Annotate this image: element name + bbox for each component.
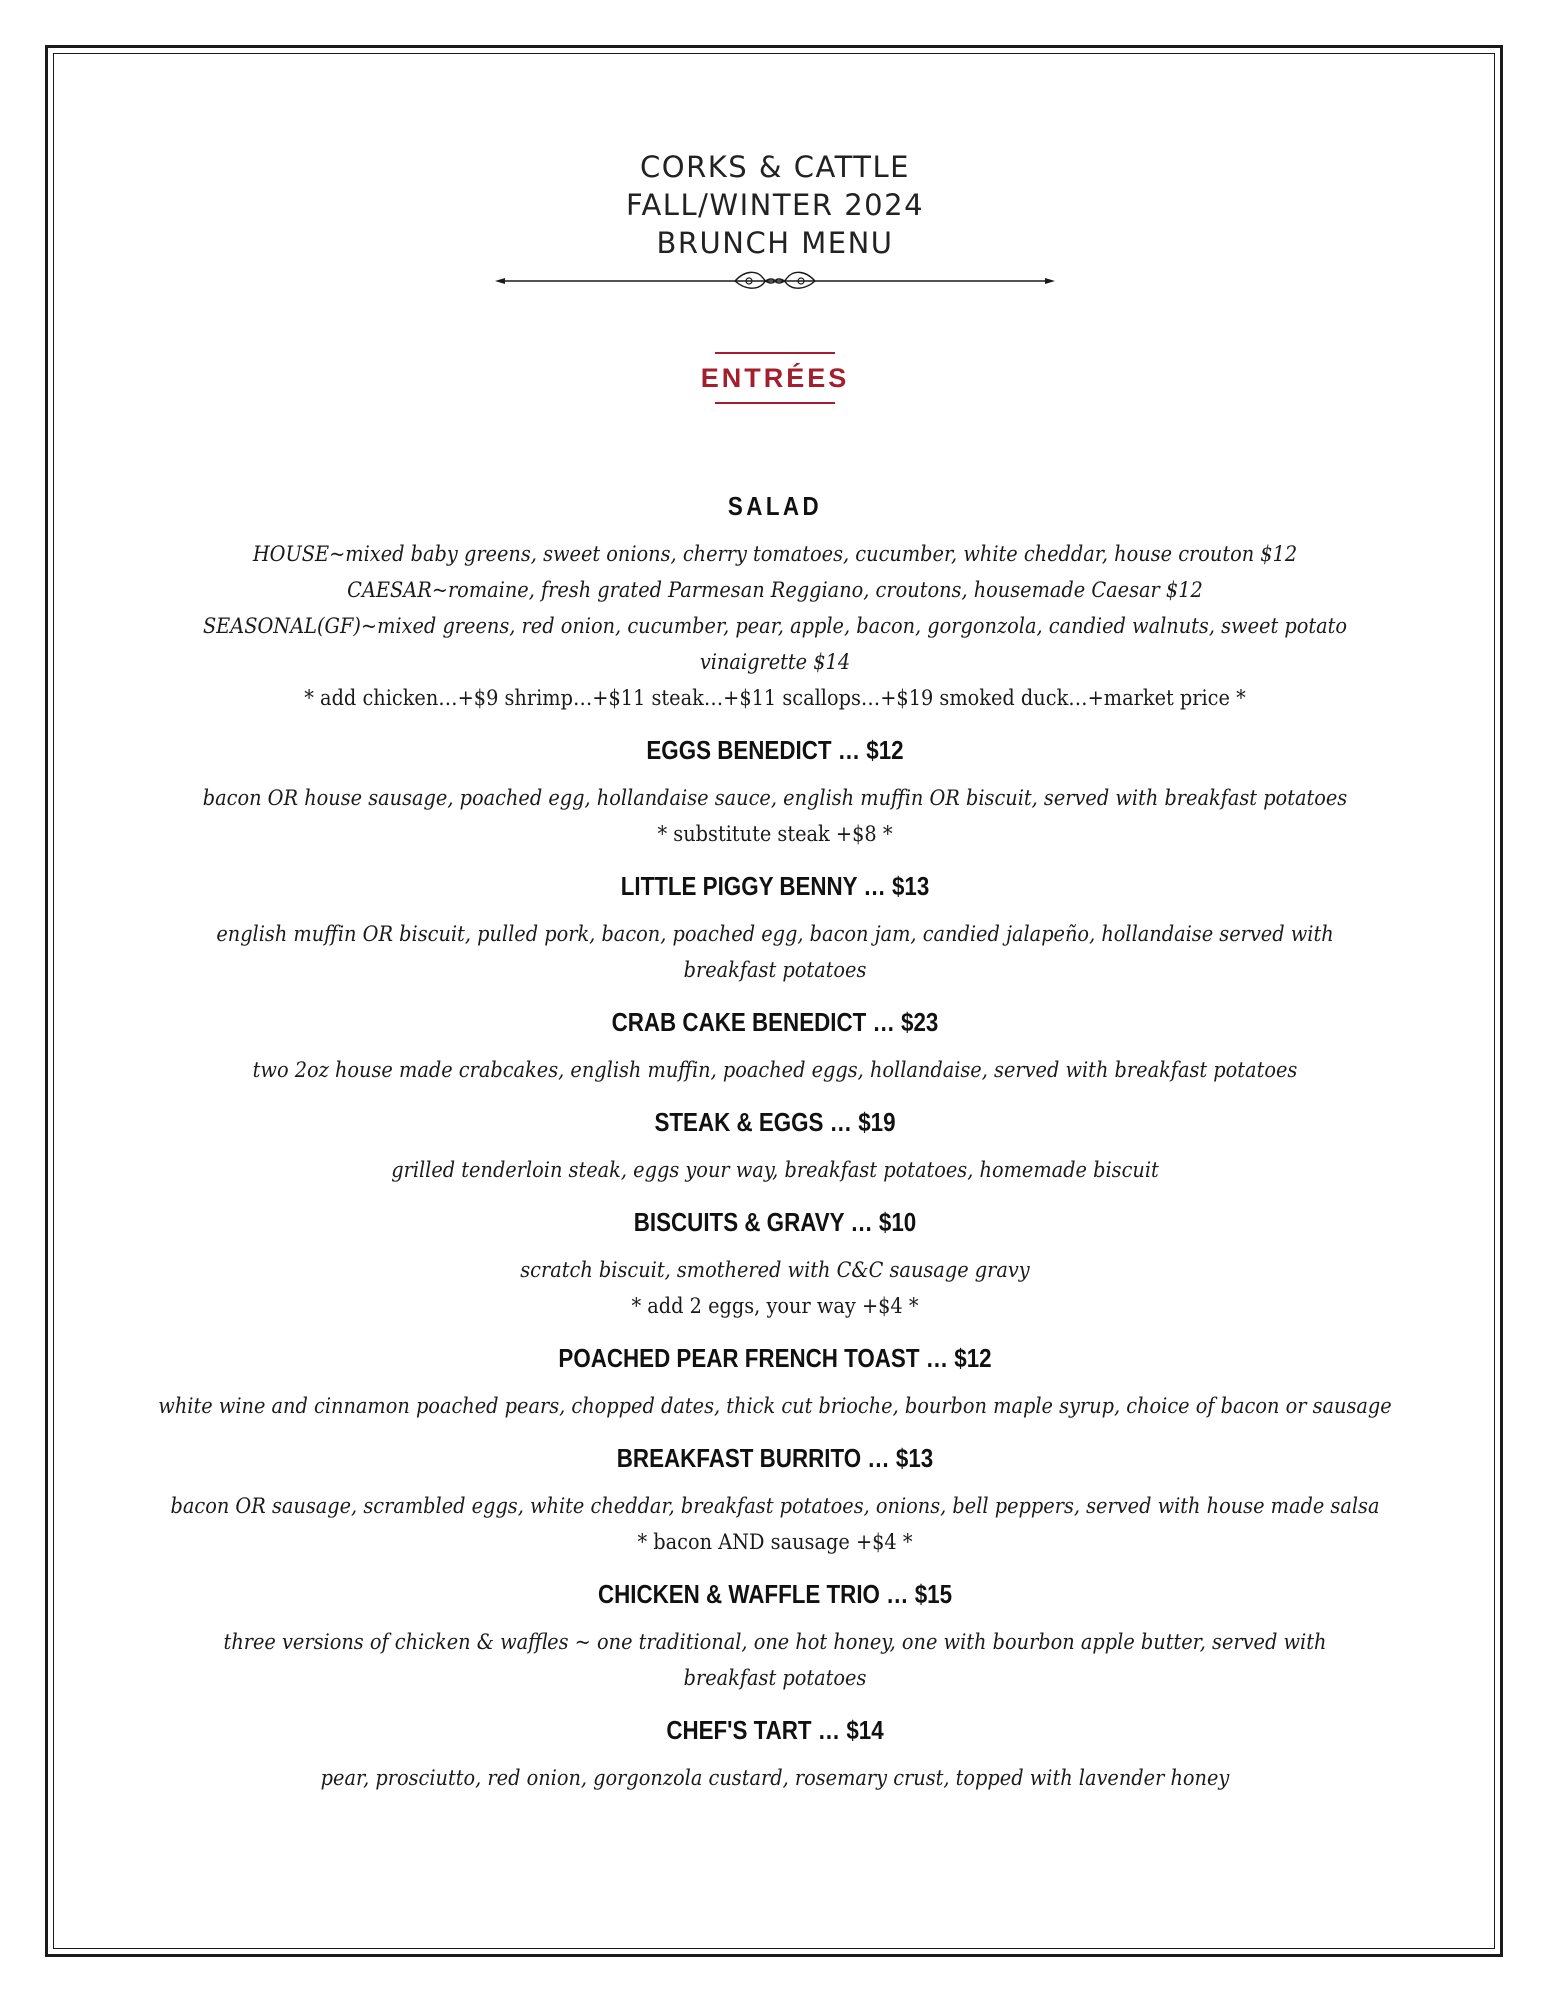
item-title: POACHED PEAR FRENCH TOAST … $12 [558, 1343, 992, 1373]
menu-header [60, 148, 1490, 262]
menu-item [60, 1006, 1490, 1088]
menu-item [60, 1342, 1490, 1424]
item-description: two 2oz house made crabcakes, english muffin, poached eggs, hollandaise, served with breakfast potatoes [252, 1058, 1298, 1082]
menu-items [60, 490, 1490, 1814]
menu-item [60, 1714, 1490, 1796]
item-addon: * bacon AND sausage +$4 * [637, 1530, 913, 1554]
menu-item [60, 1106, 1490, 1188]
season-title: FALL/WINTER 2024 [625, 188, 925, 222]
item-title: BREAKFAST BURRITO … $13 [616, 1443, 934, 1473]
item-description: three versions of chicken & waffles ~ one traditional, one hot honey, one with bourbon apple butter, served with breakfast potatoes [223, 1630, 1327, 1690]
item-description: pear, prosciutto, red onion, gorgonzola custard, rosemary crust, topped with lavender honey [320, 1766, 1230, 1790]
item-title: CHEF'S TART … $14 [666, 1715, 884, 1745]
salad-seasonal: SEASONAL(GF)~mixed greens, red onion, cucumber, pear, apple, bacon, gorgonzola, candied walnuts, sweet potato vinaigrette $14 [202, 614, 1348, 674]
item-title: STEAK & EGGS … $19 [654, 1107, 896, 1137]
menu-item [60, 1578, 1490, 1696]
salad-addons: * add chicken…+$9 shrimp…+$11 steak…+$11 scallops…+$19 smoked duck…+market price * [304, 686, 1246, 710]
item-title: CHICKEN & WAFFLE TRIO … $15 [597, 1579, 953, 1609]
section-heading-entrees [60, 352, 1490, 404]
menu-item [60, 870, 1490, 988]
item-title: BISCUITS & GRAVY … $10 [633, 1207, 917, 1237]
section-label: ENTRÉES [700, 363, 850, 393]
ornamental-divider-icon [495, 266, 1055, 296]
salad-house: HOUSE~mixed baby greens, sweet onions, cherry tomatoes, cucumber, white cheddar, house crouton $12 [252, 542, 1298, 566]
menu-item [60, 1206, 1490, 1324]
item-description: bacon OR house sausage, poached egg, hollandaise sauce, english muffin OR biscuit, served with breakfast potatoes [202, 786, 1348, 810]
item-description: white wine and cinnamon poached pears, chopped dates, thick cut brioche, bourbon maple syrup, choice of bacon or sausage [158, 1394, 1392, 1418]
menu-item [60, 734, 1490, 852]
menu-item-salad [60, 490, 1490, 716]
item-description: scratch biscuit, smothered with C&C sausage gravy [520, 1258, 1030, 1282]
item-addon: * substitute steak +$8 * [657, 822, 893, 846]
item-title: CRAB CAKE BENEDICT … $23 [611, 1007, 939, 1037]
item-addon: * add 2 eggs, your way +$4 * [631, 1294, 919, 1318]
section-rule-top [715, 352, 835, 354]
item-title: LITTLE PIGGY BENNY … $13 [620, 871, 930, 901]
item-description: grilled tenderloin steak, eggs your way, breakfast potatoes, homemade biscuit [391, 1158, 1159, 1182]
menu-title: BRUNCH MENU [656, 226, 894, 260]
salad-caesar: CAESAR~romaine, fresh grated Parmesan Reggiano, croutons, housemade Caesar $12 [347, 578, 1203, 602]
item-title: EGGS BENEDICT … $12 [646, 735, 904, 765]
item-description: english muffin OR biscuit, pulled pork, bacon, poached egg, bacon jam, candied jalapeño, hollandaise served with breakfast potatoes [216, 922, 1334, 982]
item-title: SALAD [727, 491, 823, 521]
section-rule-bottom [715, 402, 835, 404]
restaurant-name: CORKS & CATTLE [640, 150, 910, 184]
menu-item [60, 1442, 1490, 1560]
item-description: bacon OR sausage, scrambled eggs, white cheddar, breakfast potatoes, onions, bell peppers, served with house made salsa [170, 1494, 1380, 1518]
